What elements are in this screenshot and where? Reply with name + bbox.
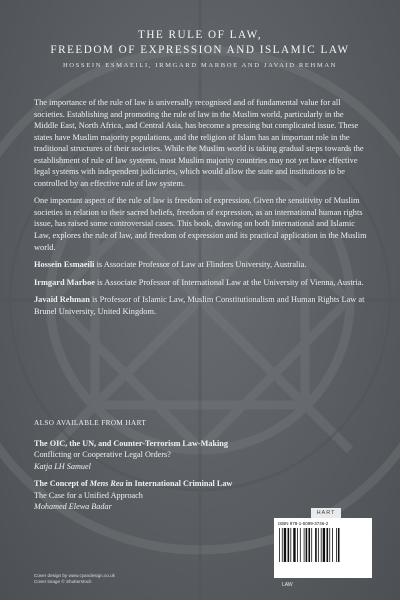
- also-available-heading: ALSO AVAILABLE FROM HART: [34, 419, 147, 427]
- author-bio-text: is Professor of Islamic Law, Muslim Constitutionalism and Human Rights Law at Brunel University, United Kingdom.: [34, 295, 365, 316]
- barcode: [274, 518, 372, 578]
- related-book-subtitle: The Case for a Unified Approach: [34, 490, 143, 500]
- also-available-section: [34, 418, 364, 519]
- author-bio-rehman: [34, 294, 368, 317]
- isbn-number: ISBN 978-1-5099-3746-2: [278, 521, 329, 526]
- subject-category: LAW: [282, 582, 293, 588]
- book-title-line-1: THE RULE OF LAW,: [138, 29, 262, 41]
- related-book-title: [34, 438, 364, 450]
- related-book-title-italic: Mens Rea: [89, 479, 124, 488]
- author-bio-esmaeili: [34, 259, 368, 271]
- related-book-author: Mohamed Elewa Badar: [34, 502, 112, 511]
- related-book: [34, 438, 364, 473]
- title-block: [0, 28, 400, 69]
- author-name: Hossein Esmaeili: [34, 260, 95, 270]
- related-book-author: Katja LH Samuel: [34, 461, 91, 471]
- blurb: [34, 97, 368, 323]
- author-name: Javaid Rehman: [34, 295, 90, 305]
- blurb-paragraph-1: The importance of the rule of law is universally recognised and of fundamental value for all societies. Establishing and promoting the rule of law in the Muslim world, particularly in the Middle East, North Africa, and Central Asia, has become a pressing but complicated issue. These states have Muslim majority populations, and the religion of Islam has an important role in the traditional structures of their societies. While the Muslim world is taking gradual steps towards the establishment of rule of law systems, most Muslim majority countries may not yet have effective legal systems with independent judiciaries, which would allow the state and institutions to be controlled by an effective rule of law system.: [34, 98, 364, 188]
- cover-credits: [34, 573, 115, 585]
- author-bio-text: is Associate Professor of Law at Flinders University, Australia.: [94, 260, 307, 270]
- book-title-line-2: FREEDOM OF EXPRESSION AND ISLAMIC LAW: [50, 44, 350, 56]
- author-name: Irmgard Marboe: [34, 277, 95, 287]
- author-bio-marboe: [34, 277, 368, 289]
- hart-logo: HART: [311, 508, 341, 518]
- related-book-title: [34, 478, 364, 490]
- barcode-bars: [278, 528, 368, 566]
- cover-design-credit: Cover design by www.cyandesign.co.uk: [34, 573, 115, 578]
- related-book-subtitle: Conflicting or Cooperative Legal Orders?: [34, 450, 171, 459]
- blurb-paragraph-2: One important aspect of the rule of law is freedom of expression. Given the sensitivity of Muslim societies in relation to their sacred beliefs, freedom of expression, as an international human rights issue, has raised some controversial cases. This book, drawing on both International and Islamic Law, explores the rule of law, and freedom of expression and its practical application in the Muslim world.: [34, 196, 367, 252]
- cover-image-credit: Cover image © Shutterstock: [34, 579, 92, 584]
- related-book-title-text: The Concept of: [34, 479, 90, 488]
- book-authors: HOSSEIN ESMAEILI, IRMGARD MARBOE AND JAVAID REHMAN: [62, 62, 338, 69]
- related-book-title-text: in International Criminal Law: [123, 479, 233, 488]
- author-bio-text: is Associate Professor of International Law at the University of Vienna, Austria.: [94, 277, 364, 287]
- related-book-title-text: The OIC, the UN, and Counter-Terrorism Law-Making: [34, 438, 228, 448]
